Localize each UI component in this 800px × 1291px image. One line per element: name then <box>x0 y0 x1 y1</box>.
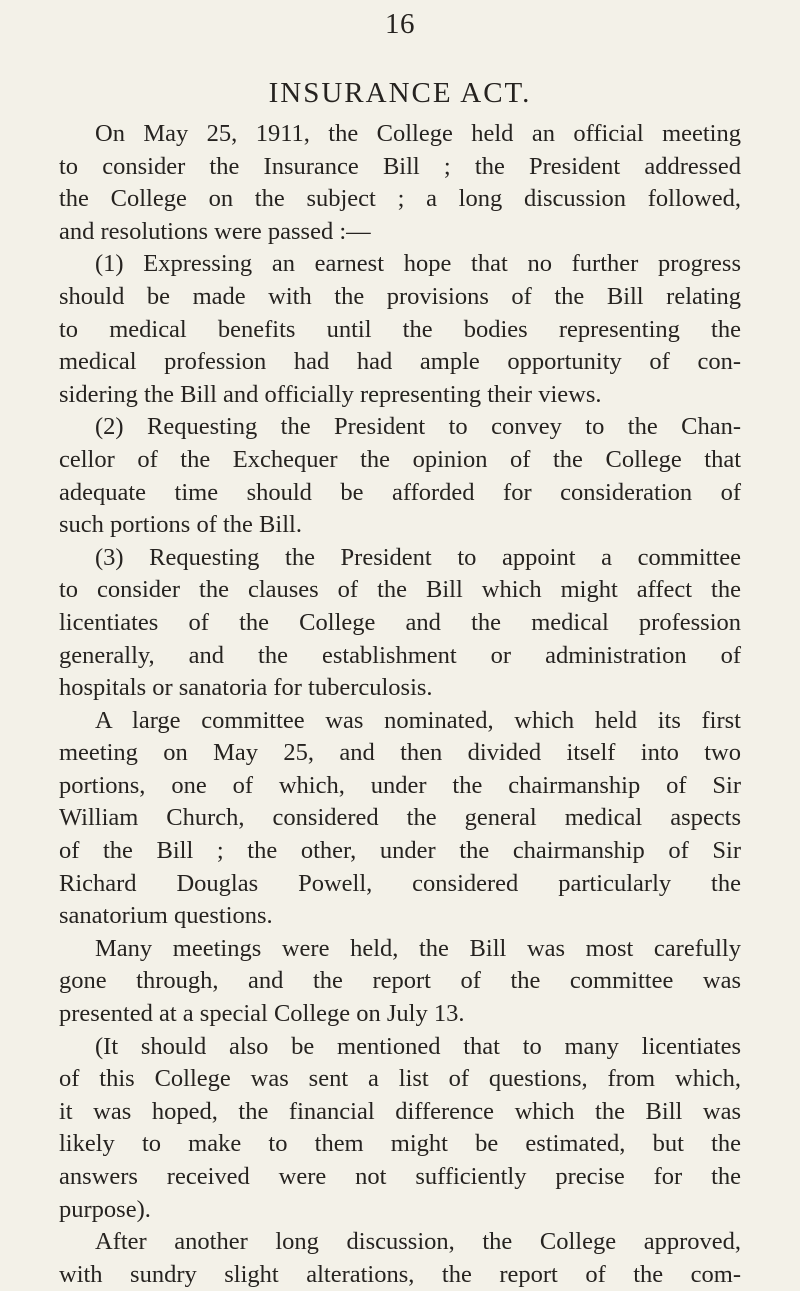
text-line: answers received were not sufficiently precise for the <box>59 1163 741 1190</box>
text-line: cellor of the Exchequer the opinion of the College that <box>59 445 741 473</box>
text-line: (2) Requesting the President to convey to the Chan- <box>95 413 741 441</box>
text-line: On May 25, 1911, the College held an official meeting <box>95 120 741 147</box>
text-line: the College on the subject ; a long discussion followed, <box>59 185 741 213</box>
text-line: with sundry slight alterations, the report of the com- <box>59 1260 741 1288</box>
text-line: to consider the Insurance Bill ; the President addressed <box>59 152 741 180</box>
text-line: Many meetings were held, the Bill was most carefully <box>95 934 741 962</box>
text-line: medical profession had had ample opportunity of con- <box>59 348 741 376</box>
text-line: portions, one of which, under the chairmanship of Sir <box>59 771 741 799</box>
text-line: Richard Douglas Powell, considered particularly the <box>59 869 741 897</box>
text-line: adequate time should be afforded for consideration of <box>59 478 741 506</box>
text-line: After another long discussion, the College approved, <box>95 1228 741 1256</box>
text-line: generally, and the establishment or administration of <box>59 641 741 669</box>
text-line: gone through, and the report of the committee was <box>59 967 741 995</box>
text-line: (It should also be mentioned that to many licentiates <box>95 1032 741 1060</box>
text-line: of the Bill ; the other, under the chairmanship of Sir <box>59 837 741 865</box>
page-number: 16 <box>385 8 415 40</box>
text-line: hospitals or sanatoria for tuberculosis. <box>59 674 433 702</box>
body-text <box>59 118 741 1291</box>
text-line: William Church, considered the general medical aspects <box>59 804 741 832</box>
text-line: of this College was sent a list of questions, from which, <box>59 1065 741 1093</box>
text-line: should be made with the provisions of the Bill relating <box>59 282 741 310</box>
text-line: and resolutions were passed :— <box>59 217 371 245</box>
text-line: presented at a special College on July 13. <box>59 1000 465 1028</box>
text-line: it was hoped, the financial difference which the Bill was <box>59 1097 741 1125</box>
text-line: likely to make to them might be estimated, but the <box>59 1130 741 1158</box>
text-line: sidering the Bill and officially representing their views. <box>59 380 602 408</box>
text-line: meeting on May 25, and then divided itself into two <box>59 739 741 767</box>
text-line: (1) Expressing an earnest hope that no further progress <box>95 250 741 278</box>
text-line: A large committee was nominated, which held its first <box>95 706 741 734</box>
text-line: to medical benefits until the bodies representing the <box>59 315 741 343</box>
text-line: purpose). <box>59 1195 151 1223</box>
text-line: licentiates of the College and the medical profession <box>59 608 741 636</box>
text-line: such portions of the Bill. <box>59 511 302 539</box>
page-title: INSURANCE ACT. <box>268 77 532 109</box>
text-line: to consider the clauses of the Bill which might affect the <box>59 576 741 604</box>
text-line: (3) Requesting the President to appoint a committee <box>95 543 741 571</box>
text-line: sanatorium questions. <box>59 902 273 930</box>
